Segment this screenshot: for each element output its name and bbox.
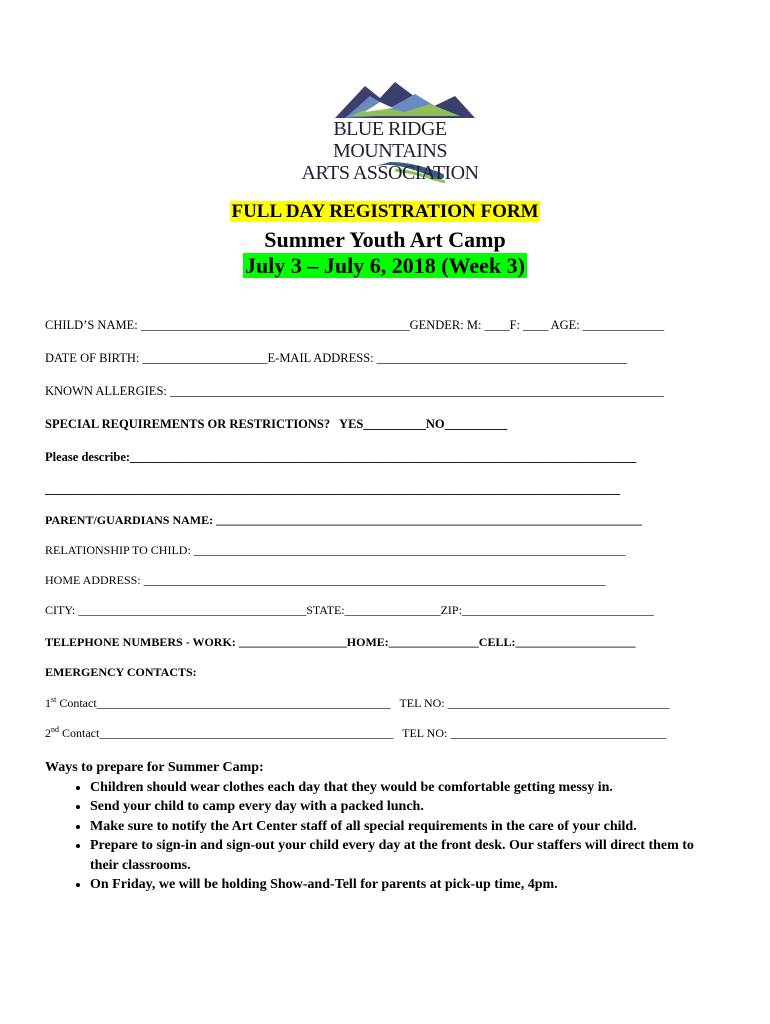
list-item: • Make sure to notify the Art Center staff of all special requirements in the care of your child.: [90, 817, 705, 837]
ways-heading: Ways to prepare for Summer Camp:: [45, 760, 264, 775]
list-item: • Send your child to camp every day with a packed lunch.: [90, 797, 705, 817]
dob-email-field[interactable]: DATE OF BIRTH: ____________________E-MAIL ADDRESS: ________________________________________: [45, 351, 627, 365]
describe-line-2[interactable]: ____________________________________________________________________________________________: [45, 482, 620, 496]
allergies-field[interactable]: KNOWN ALLERGIES: _______________________________________________________________________________: [45, 384, 664, 398]
relationship-field[interactable]: RELATIONSHIP TO CHILD: ________________________________________________________________________: [45, 543, 626, 557]
ways-list: [45, 778, 705, 895]
ways-to-prepare: [45, 758, 705, 895]
emergency-contacts-label: EMERGENCY CONTACTS:: [45, 665, 197, 679]
parent-name-field[interactable]: PARENT/GUARDIANS NAME: _______________________________________________________________________: [45, 513, 643, 527]
list-item: • On Friday, we will be holding Show-and-Tell for parents at pick-up time, 4pm.: [90, 875, 705, 895]
child-name-field[interactable]: CHILD’S NAME: ___________________________________________GENDER: M: ____F: ____ AGE: _____________: [45, 318, 665, 332]
form-title: FULL DAY REGISTRATION FORM: [231, 201, 539, 222]
describe-field[interactable]: Please describe:_________________________________________________________________________________: [45, 450, 637, 464]
list-item: • Children should wear clothes each day that they would be comfortable getting messy in.: [90, 778, 705, 798]
telephone-field[interactable]: TELEPHONE NUMBERS - WORK: __________________HOME:_______________CELL:____________________: [45, 635, 636, 649]
contact1-field[interactable]: 1st Contact_________________________________________________ TEL NO: _____________________________________: [45, 695, 670, 710]
camp-dates: July 3 – July 6, 2018 (Week 3): [245, 253, 525, 278]
camp-name: Summer Youth Art Camp: [264, 227, 506, 252]
logo: [285, 78, 495, 183]
list-item: • Prepare to sign-in and sign-out your child every day at the front desk. Our staffers will direct them to their classrooms.: [90, 836, 705, 875]
logo-line1: BLUE RIDGE MOUNTAINS: [333, 118, 447, 162]
city-state-zip-field[interactable]: CITY: ______________________________________STATE:________________ZIP:________________________________: [45, 603, 654, 617]
address-field[interactable]: HOME ADDRESS: _____________________________________________________________________________: [45, 573, 606, 587]
logo-line2: ARTS ASSOCIATION: [301, 162, 479, 184]
special-requirements-field[interactable]: SPECIAL REQUIREMENTS OR RESTRICTIONS? YES__________NO__________: [45, 417, 508, 431]
contact2-field[interactable]: 2nd Contact_________________________________________________ TEL NO: ____________________________________: [45, 725, 667, 740]
